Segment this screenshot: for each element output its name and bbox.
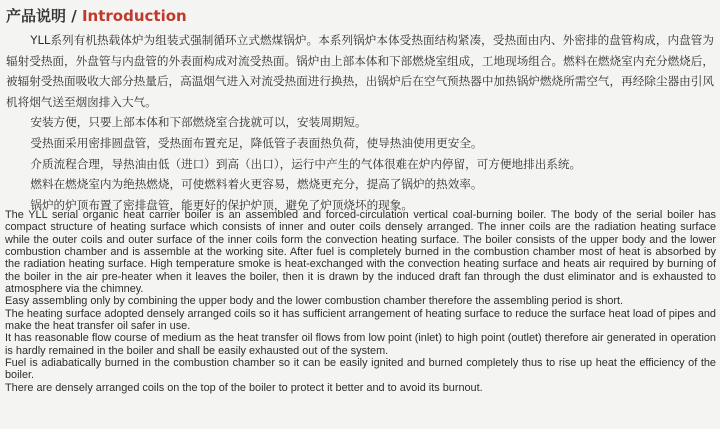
en-paragraph-heating-surface: The heating surface adopted densely arranged coils so it has sufficient arrangement of heating surface to reduce the surface heat load of pipes and make the heat transfer oil safer in use.	[5, 307, 716, 333]
en-paragraph-installation: Easy assembling only by combining the upper body and the lower combustion chamber therefore the assembling period is short.	[5, 295, 624, 308]
cn-paragraph-top-coils: 锅炉的炉顶布置了密排盘管，能更好的保护炉顶，避免了炉顶烧坏的现象。	[30, 197, 413, 212]
cn-paragraph-medium-flow: 介质流程合理，导热油由低（进口）到高（出口），运行中产生的气体很难在炉内停留，可方便地排出系统。	[30, 156, 582, 171]
cn-paragraph-combustion: 燃料在燃烧室内为绝热燃烧，可使燃料着火更容易，燃烧更充分，提高了锅炉的热效率。	[30, 177, 483, 192]
heading-separator: /	[66, 7, 82, 25]
cn-paragraph-heating-surface: 受热面采用密排圆盘管，受热面布置充足，降低管子表面热负荷，使导热油使用更安全。	[30, 135, 483, 150]
chinese-description	[6, 30, 714, 215]
en-paragraph-medium-flow: It has reasonable flow course of medium as the heat transfer oil flows from low point (inlet) to high point (outlet) therefore air generated in operation is hardly remained in the boiler and shall be easily exhausted out of the system.	[5, 332, 716, 357]
heading-en: Introduction	[81, 7, 187, 25]
cn-paragraph-installation: 安装方便，只要上部本体和下部燃烧室合拢就可以，安装周期短。	[30, 115, 367, 130]
section-heading	[6, 5, 187, 27]
heading-cn: 产品说明	[6, 7, 67, 25]
en-paragraph-overview: The YLL serial organic heat carrier boiler is an assembled and forced-circulation vertical coal-burning boiler. The body of the serial boiler has compact structure of heating surface which consists of inner and outer coils densely arranged. The inner coils are the radiation heating surface while the outer coils and outer surface of the inner coils form the convection heating surface. The boiler consists of the upper body and the lower combustion chamber and is assemble at the working site. After fuel is completely burned in the combustion chamber most of heat is absorbed by the radiation heating surface. High temperature smoke is heat-exchanged with the convection heating surface and heats air required by burning of the boiler in the air pre-heater when it leaves the boiler, then it is drawn by the induced draft fan through the dust eliminator and is exhausted to atmosphere via the chimney.	[5, 209, 716, 296]
en-paragraph-combustion: Fuel is adiabatically burned in the combustion chamber so it can be easily ignited and burned completely thus to rise up heat the efficiency of the boiler.	[5, 357, 716, 382]
english-description	[5, 209, 716, 394]
en-paragraph-top-coils: There are densely arranged coils on the top of the boiler to protect it better and to avoid its burnout.	[5, 381, 483, 394]
cn-paragraph-overview: YLL系列有机热载体炉为组装式强制循环立式燃煤锅炉。本系列锅炉本体受热面结构紧凑，受热面由内、外密排的盘管构成，内盘管为辐射受热面，外盘管与内盘管的外表面构成对流受热面。锅炉由上部本体和下部燃烧室组成，工地现场组合。燃料在燃烧室内充分燃烧后，被辐射受热面吸收大部分热量后，高温烟气进入对流受热面进行换热，出锅炉后在空气预热器中加热锅炉燃烧所需空气，再经除尘器由引风机将烟气送至烟囱排入大气。	[6, 33, 714, 109]
